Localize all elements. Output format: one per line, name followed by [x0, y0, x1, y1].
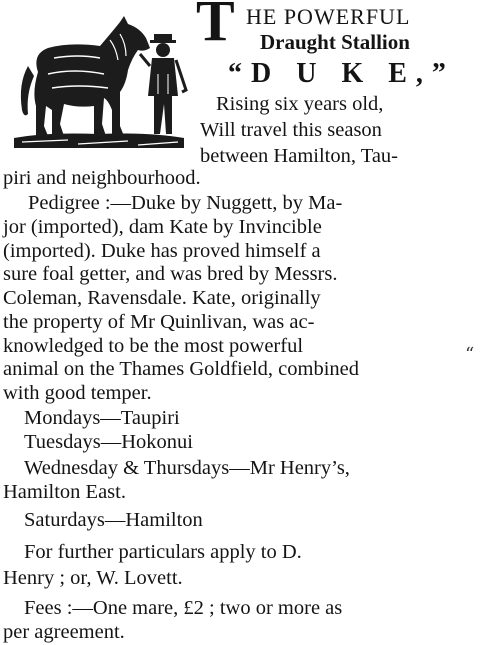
- schedule-line: Hamilton East.: [3, 481, 126, 503]
- schedule-line: Wednesday & Thursdays—Mr Henry’s,: [24, 457, 350, 479]
- fees-line: per agreement.: [3, 621, 125, 643]
- schedule-line: Saturdays—Hamilton: [24, 509, 203, 531]
- stallion-name: “D U K E,”: [228, 58, 455, 89]
- fees-line: Fees :—One mare, £2 ; two or more as: [24, 597, 343, 619]
- body-line: knowledged to be the most powerful: [3, 335, 304, 357]
- body-line: (imported). Duke has proved himself a: [3, 240, 321, 262]
- schedule-line: Tuesdays—Hokonui: [24, 431, 193, 453]
- body-line: jor (imported), dam Kate by Invincible: [3, 216, 322, 238]
- body-line: piri and neighbourhood.: [3, 167, 201, 189]
- body-line: Coleman, Ravensdale. Kate, originally: [3, 287, 321, 309]
- horse-silhouette: [21, 16, 150, 136]
- body-line: with good temper.: [3, 382, 152, 404]
- heading-subtitle: Draught Stallion: [260, 30, 410, 54]
- body-line: animal on the Thames Goldfield, combined: [3, 358, 360, 380]
- body-line: between Hamilton, Tau-: [200, 145, 399, 167]
- contact-line: Henry ; or, W. Lovett.: [3, 567, 183, 589]
- stray-print-mark: “: [465, 344, 475, 365]
- contact-line: For further particulars apply to D.: [24, 541, 302, 563]
- heading-drop-cap: T: [196, 0, 235, 53]
- body-line: Pedigree :—Duke by Nuggett, by Ma-: [28, 192, 343, 214]
- body-line: sure foal getter, and was bred by Messrs.: [3, 263, 338, 285]
- heading-title: HE POWERFUL: [246, 4, 411, 29]
- body-line: Will travel this season: [200, 119, 382, 141]
- horse-and-groom-woodcut: [8, 14, 190, 150]
- body-line: the property of Mr Quinlivan, was ac-: [3, 311, 315, 333]
- schedule-line: Mondays—Taupiri: [24, 407, 180, 429]
- body-line: Rising six years old,: [216, 93, 384, 115]
